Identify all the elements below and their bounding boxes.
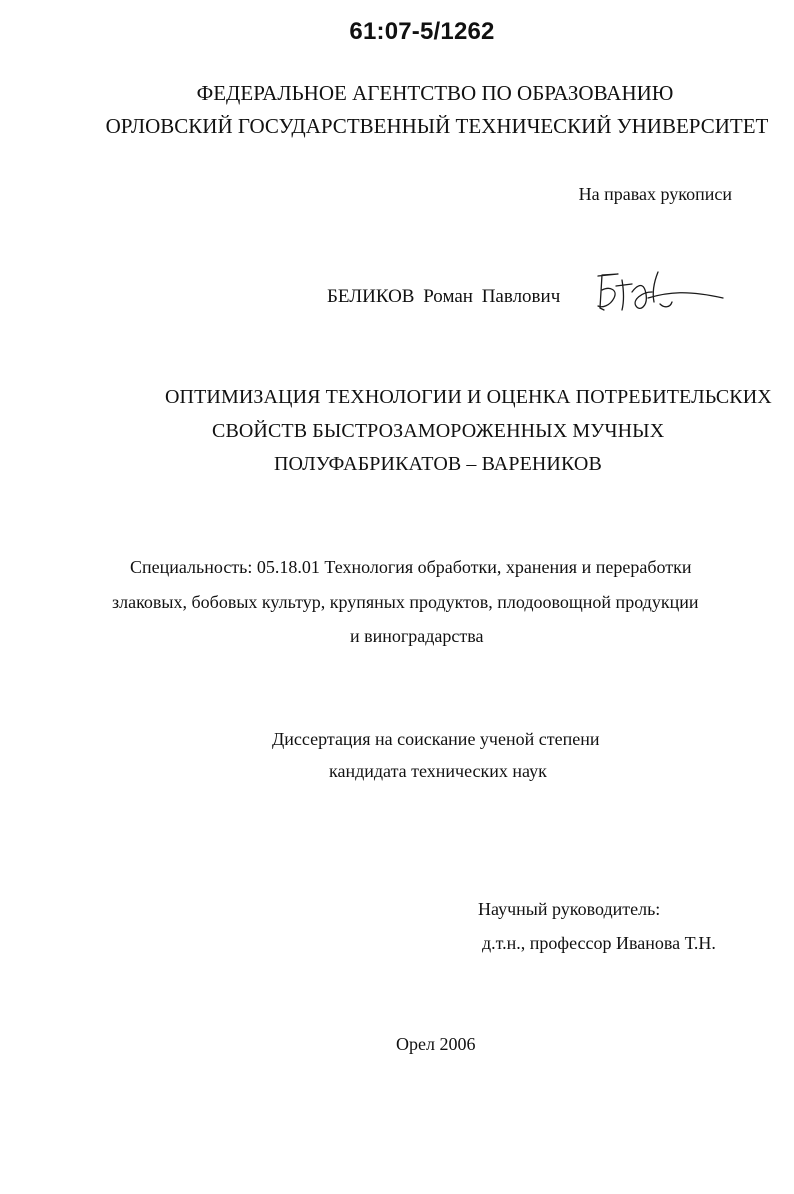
- title-line: ОПТИМИЗАЦИЯ ТЕХНОЛОГИИ И ОЦЕНКА ПОТРЕБИТЕЛЬСКИХ: [165, 386, 772, 408]
- degree-line: кандидата технических наук: [329, 761, 547, 781]
- rights-note: На правах рукописи: [578, 184, 732, 204]
- agency-name: ФЕДЕРАЛЬНОЕ АГЕНТСТВО ПО ОБРАЗОВАНИЮ: [196, 81, 674, 105]
- catalog-code: 61:07-5/1262: [349, 18, 495, 45]
- author-signature: [588, 262, 728, 322]
- title-line: ПОЛУФАБРИКАТОВ – ВАРЕНИКОВ: [274, 453, 602, 475]
- supervisor-label: Научный руководитель:: [478, 899, 661, 919]
- university-name: ОРЛОВСКИЙ ГОСУДАРСТВЕННЫЙ ТЕХНИЧЕСКИЙ УНИВЕРСИТЕТ: [105, 114, 769, 138]
- title-line: СВОЙСТВ БЫСТРОЗАМОРОЖЕННЫХ МУЧНЫХ: [212, 420, 665, 442]
- supervisor-name: д.т.н., профессор Иванова Т.Н.: [482, 933, 716, 953]
- specialty-line: злаковых, бобовых культур, крупяных продуктов, плодоовощной продукции: [112, 592, 699, 612]
- author-name: БЕЛИКОВ Роман Павлович: [327, 286, 561, 307]
- specialty-line: Специальность: 05.18.01 Технология обработки, хранения и переработки: [130, 557, 692, 577]
- city-year: Орел 2006: [396, 1034, 476, 1054]
- degree-line: Диссертация на соискание ученой степени: [272, 729, 600, 749]
- specialty-line: и виноградарства: [350, 626, 484, 646]
